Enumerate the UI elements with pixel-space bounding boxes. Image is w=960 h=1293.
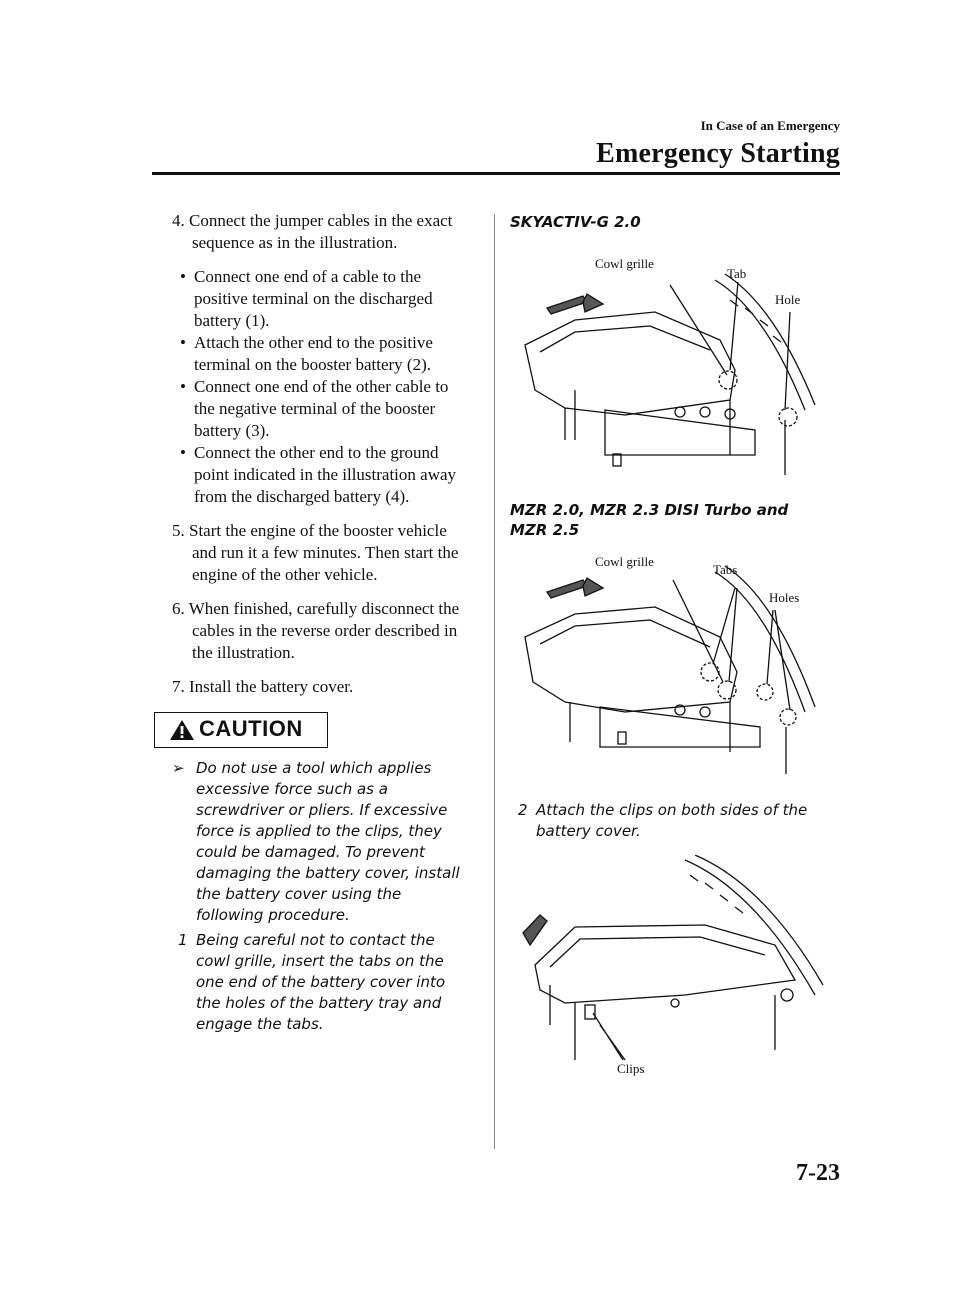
battery-cover-diagram-3 xyxy=(505,855,825,1085)
battery-cover-diagram-1 xyxy=(505,240,825,480)
warning-icon xyxy=(169,719,195,741)
section-header: In Case of an Emergency xyxy=(700,118,840,133)
sub-step-text: Being careful not to contact the cowl grille, insert the tabs on the one end of the battery cover into the holes of the battery tray and engage the tabs. xyxy=(196,931,446,1033)
battery-cover-illustration-2 xyxy=(505,552,825,777)
column-divider xyxy=(494,214,495,1149)
arrow-bullet-icon: ➢ xyxy=(172,759,185,777)
battery-cover-illustration-1 xyxy=(505,240,825,480)
header-rule xyxy=(152,172,840,175)
step-5: 5. Start the engine of the booster vehicle and run it a few minutes. Then start the engine of the other vehicle. xyxy=(172,521,459,584)
caution-text: Do not use a tool which applies excessive force such as a screwdriver or pliers. If excessive force is applied to the clips, they could be damaged. To prevent damaging the battery cover, install the battery cover using the following procedure. xyxy=(196,759,460,924)
left-column xyxy=(172,210,472,1039)
list-item: • Connect the other end to the ground point indicated in the illustration away from the discharged battery (4). xyxy=(172,442,472,508)
sub-step-1 xyxy=(172,930,472,1035)
step-7: 7. Install the battery cover. xyxy=(172,677,354,696)
battery-cover-diagram-2 xyxy=(505,552,825,777)
step-4-bullets xyxy=(172,266,472,508)
caution-label: CAUTION xyxy=(199,716,303,741)
sub-step-number: 2 xyxy=(518,801,528,819)
clips-label: Clips xyxy=(617,1061,645,1076)
tab-label: Tab xyxy=(727,266,747,281)
hole-label: Hole xyxy=(775,292,801,307)
page-title: Emergency Starting xyxy=(596,138,840,169)
engine-heading-skyactiv: SKYACTIV-G 2.0 xyxy=(510,213,641,231)
step-4: 4. Connect the jumper cables in the exact sequence as in the illustration. xyxy=(172,211,453,252)
sub-step-number: 1 xyxy=(178,931,188,949)
cowl-grille-label: Cowl grille xyxy=(595,554,654,569)
battery-cover-illustration-3 xyxy=(505,855,825,1085)
sub-step-text: Attach the clips on both sides of the battery cover. xyxy=(536,801,808,840)
list-item: • Connect one end of the other cable to the negative terminal of the booster battery (3). xyxy=(172,376,472,442)
cowl-grille-label: Cowl grille xyxy=(595,256,654,271)
caution-banner xyxy=(154,712,328,748)
engine-heading-mzr: MZR 2.0, MZR 2.3 DISI Turbo and MZR 2.5 xyxy=(510,501,789,539)
list-item: • Connect one end of a cable to the positive terminal on the discharged battery (1). xyxy=(172,266,472,332)
sub-step-2 xyxy=(512,800,846,842)
caution-item xyxy=(172,758,472,926)
holes-label: Holes xyxy=(769,590,800,605)
step-6: 6. When finished, carefully disconnect the cables in the reverse order described in the illustration. xyxy=(172,599,460,662)
tabs-label: Tabs xyxy=(713,562,738,577)
page-number: 7-23 xyxy=(796,1160,840,1186)
list-item: • Attach the other end to the positive terminal on the booster battery (2). xyxy=(172,332,472,376)
